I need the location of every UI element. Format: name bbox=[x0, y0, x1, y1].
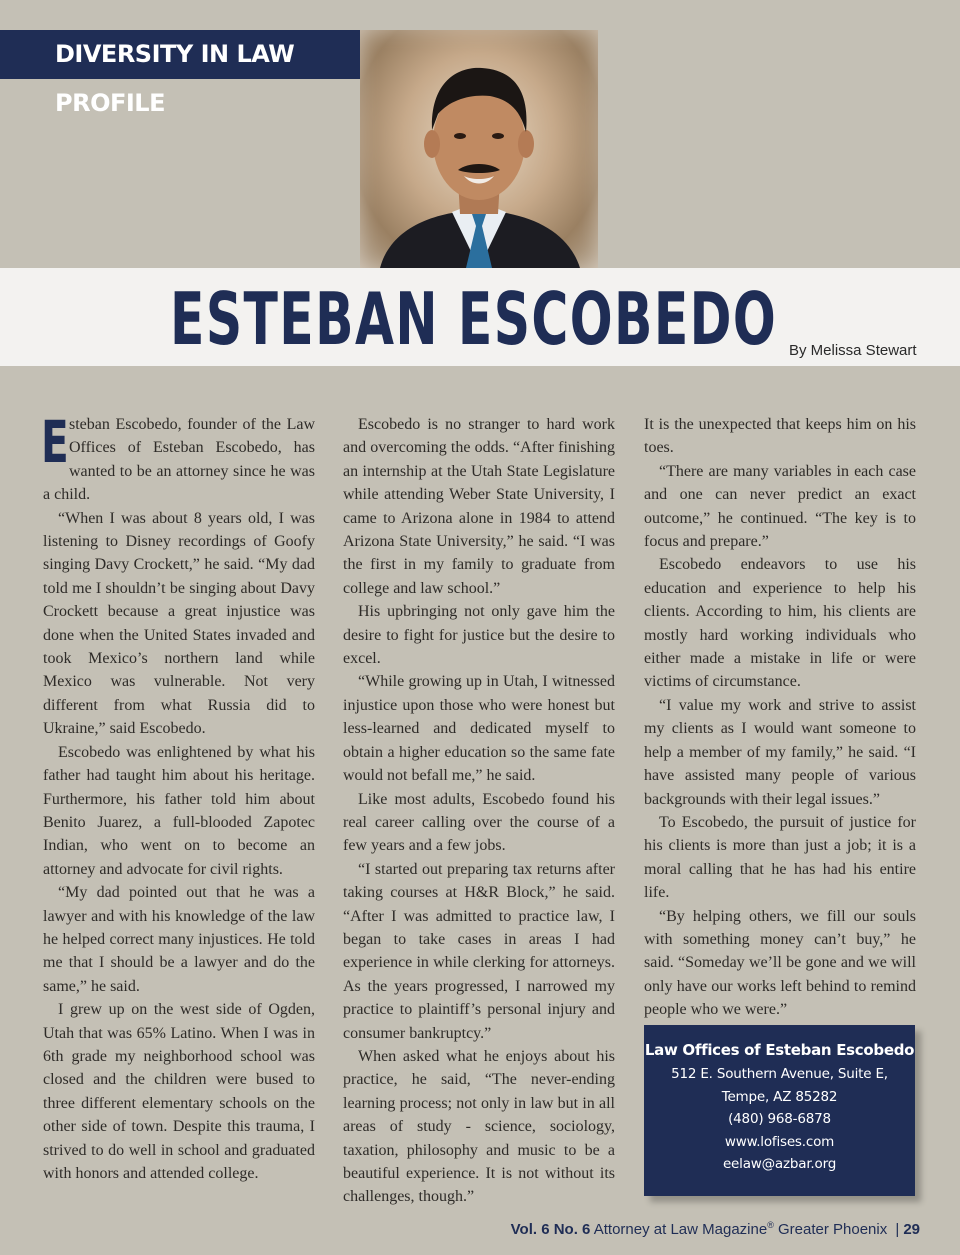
profile-name: ESTEBAN ESCOBEDO bbox=[170, 277, 778, 361]
article-paragraph: Escobedo was enlightened by what his father had taught him about his heritage. Furthermore, his father told him about Benito Juarez, a full-blooded Zapotec Indian, who went on to become an attorney and advocate for civil rights. bbox=[43, 743, 315, 878]
article-paragraph: “While growing up in Utah, I witnessed injustice upon those who were honest but less-learned and dedicated myself to obtain a higher education so the same fate would not befall me,” he said. bbox=[343, 673, 615, 785]
article-paragraph: I grew up on the west side of Ogden, Utah that was 65% Latino. When I was in 6th grade my neighborhood school was closed and the children were bused to three different elementary schools on the other side of town. Despite this trauma, I strived to do well in school and graduated with honors and attended college. bbox=[43, 1001, 315, 1182]
contact-phone: (480) 968-6878 bbox=[728, 1111, 831, 1127]
article-paragraph: His upbringing not only gave him the desire to fight for justice but the desire to excel. bbox=[343, 603, 615, 668]
section-label: DIVERSITY IN LAW PROFILE bbox=[55, 40, 295, 117]
contact-email: eelaw@azbar.org bbox=[722, 1156, 837, 1172]
article-paragraph: When asked what he enjoys about his practice, he said, “The never-ending learning process; not only in law but in all areas of study - science, sociology, taxation, philosophy and music to be a beautiful experience. It is not without its challenges, though.” bbox=[343, 1047, 615, 1206]
article-column-2 bbox=[343, 413, 615, 1209]
article-paragraph: Like most adults, Escobedo found his real career calling over the course of a few years and a few jobs. bbox=[343, 790, 615, 855]
article-paragraph: “When I was about 8 years old, I was listening to Disney recordings of Goofy singing Davy Crockett,” he said. “My dad told me I shouldn’t be singing about Davy Crockett because a great injustice was done when the United States invaded and took Mexico’s northern land while Mexico was vulnerable. Not very different from what Russia did to Ukraine,” said Escobedo. bbox=[43, 509, 315, 738]
byline: By Melissa Stewart bbox=[789, 342, 917, 359]
article-column-1 bbox=[41, 408, 315, 1185]
footer-magazine: Attorney at Law Magazine bbox=[593, 1221, 768, 1238]
footer-edition: Greater Phoenix bbox=[778, 1221, 888, 1238]
footer-volume: Vol. 6 No. 6 bbox=[510, 1221, 591, 1238]
article-paragraph: “There are many variables in each case and one can never predict an exact outcome,” he continued. “The key is to focus and prepare.” bbox=[644, 462, 916, 551]
article-paragraph: “By helping others, we fill our souls with something money can’t buy,” he said. “Someday we’ll be gone and we will only have our works left behind to remind people who we were.” bbox=[644, 907, 916, 1019]
article-column-3 bbox=[644, 413, 916, 1022]
section-banner bbox=[0, 30, 361, 117]
article-paragraph: To Escobedo, the pursuit of justice for his clients is more than just a job; it is a moral calling that he has had his entire life. bbox=[644, 813, 916, 902]
article-paragraph: “My dad pointed out that he was a lawyer and with his knowledge of the law he helped correct many injustices. He told me that I should be a lawyer and do the same,” he said. bbox=[43, 884, 315, 995]
page-number: 29 bbox=[903, 1221, 920, 1238]
portrait-illustration bbox=[360, 30, 598, 268]
contact-box bbox=[644, 1025, 915, 1196]
article-paragraph: It is the unexpected that keeps him on his toes. bbox=[644, 416, 916, 457]
footer-separator: | bbox=[895, 1221, 900, 1238]
contact-address-line-1: 512 E. Southern Avenue, Suite E, bbox=[671, 1066, 888, 1082]
contact-title: Law Offices of Esteban Escobedo bbox=[644, 1041, 915, 1059]
contact-website: www.lofises.com bbox=[724, 1133, 835, 1150]
article-paragraph: Esteban Escobedo, founder of the Law Offices of Esteban Escobedo, has wanted to be an attorney since he was a child. bbox=[41, 408, 315, 504]
contact-address-line-2: Tempe, AZ 85282 bbox=[721, 1088, 838, 1105]
drop-cap: E bbox=[41, 408, 69, 476]
footer-registered-mark: ® bbox=[767, 1220, 774, 1230]
portrait-photo bbox=[360, 30, 598, 268]
article-paragraph: Escobedo is no stranger to hard work and overcoming the odds. “After finishing an internship at the Utah State Legislature while attending Weber State University, I came to Arizona alone in 1984 to attend Arizona State University,” he said. “I was the first in my family to graduate from college and law school.” bbox=[343, 416, 615, 597]
page-footer bbox=[511, 1220, 920, 1238]
article-paragraph: “I started out preparing tax returns after taking courses at H&R Block,” he said. “After I was admitted to practice law, I began to take cases in areas I had experience in while clerking for attorneys. As the years progressed, I narrowed my practice to plaintiff’s personal injury and consumer bankruptcy.” bbox=[343, 860, 615, 1042]
article-paragraph: “I value my work and strive to assist my clients as I would want someone to help a member of my family,” he said. “I have assisted many people of various backgrounds with their legal issues.” bbox=[644, 696, 916, 808]
article-paragraph: Escobedo endeavors to use his education and experience to help his clients. According to him, his clients are mostly hard working individuals who either made a mistake in life or were victims of circumstance. bbox=[644, 556, 916, 691]
